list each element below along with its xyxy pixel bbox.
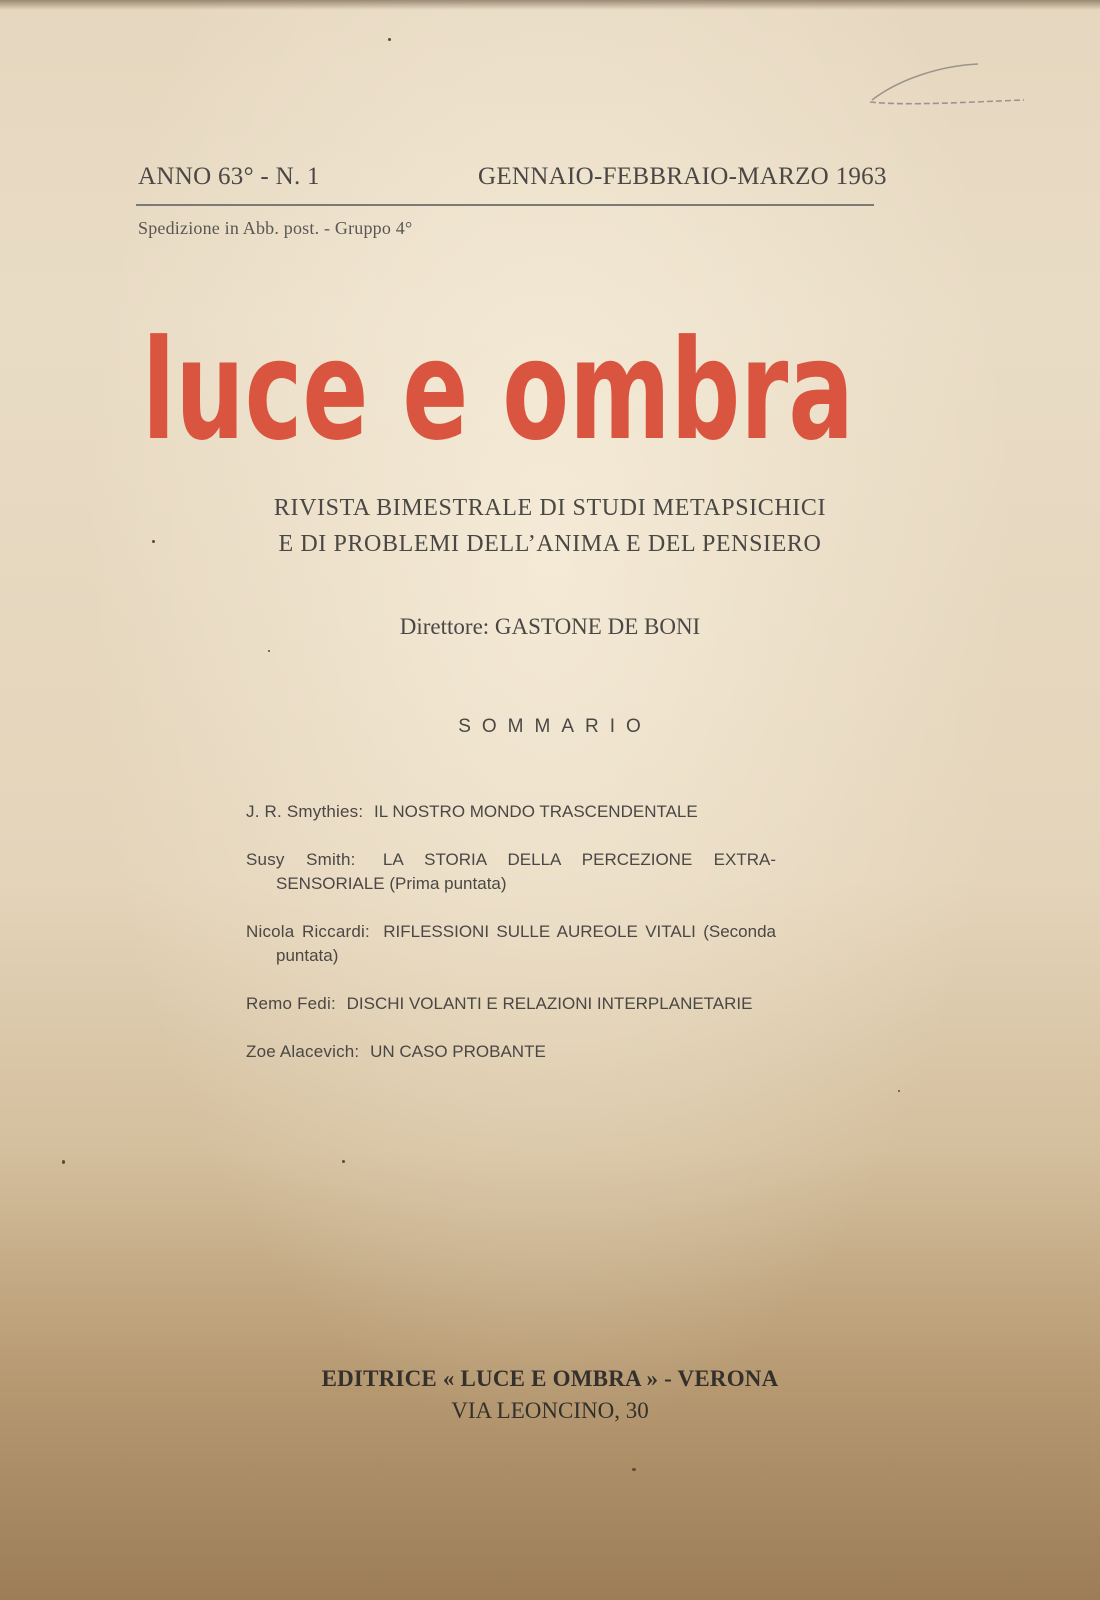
paper-speck <box>898 1090 900 1092</box>
director-line: Direttore: GASTONE DE BONI <box>399 614 701 639</box>
contents-author: Susy Smith: <box>246 850 356 869</box>
pencil-mark <box>868 62 1028 112</box>
contents-author: J. R. Smythies: <box>246 802 364 821</box>
masthead-title <box>140 310 880 471</box>
subtitle <box>140 490 960 562</box>
masthead-title-text: luce e ombra <box>142 310 854 471</box>
contents-title: UN CASO PROBANTE <box>370 1042 546 1061</box>
contents-title: IL NOSTRO MONDO TRASCENDENTALE <box>374 802 698 821</box>
contents-item <box>246 800 776 824</box>
contents-list <box>246 800 776 1088</box>
issue-number: ANNO 63° - N. 1 <box>138 163 320 190</box>
contents-title: LA STORIA DELLA PERCEZIONE EXTRA-SENSORIALE (Prima puntata) <box>276 850 776 893</box>
contents-title: DISCHI VOLANTI E RELAZIONI INTERPLANETARIE <box>346 994 753 1013</box>
contents-author: Nicola Riccardi: <box>246 922 370 941</box>
paper-speck <box>632 1468 636 1471</box>
contents-item <box>246 848 776 896</box>
header-divider <box>136 204 874 206</box>
contents-author: Zoe Alacevich: <box>246 1042 360 1061</box>
publisher-address: VIA LEONCINO, 30 <box>451 1398 649 1423</box>
subtitle-line-1: RIVISTA BIMESTRALE DI STUDI METAPSICHICI <box>273 495 827 521</box>
contents-item <box>246 992 776 1016</box>
postal-note: Spedizione in Abb. post. - Gruppo 4° <box>138 218 413 238</box>
contents-author: Remo Fedi: <box>246 994 336 1013</box>
subtitle-line-2: E DI PROBLEMI DELL’ANIMA E DEL PENSIERO <box>278 531 822 557</box>
paper-speck <box>268 650 270 652</box>
contents-item <box>246 920 776 968</box>
paper-speck <box>62 1160 65 1164</box>
contents-item <box>246 1040 776 1064</box>
issue-header <box>138 163 887 193</box>
issue-date: GENNAIO-FEBBRAIO-MARZO 1963 <box>478 163 887 190</box>
paper-speck <box>152 540 155 543</box>
contents-heading: SOMMARIO <box>458 716 652 737</box>
paper-top-edge <box>0 0 1100 10</box>
paper-speck <box>342 1160 345 1163</box>
contents-title: RIFLESSIONI SULLE AUREOLE VITALI (Seconda puntata) <box>276 922 776 965</box>
publisher-name: EDITRICE « LUCE E OMBRA » - VERONA <box>321 1366 779 1391</box>
paper-speck <box>388 38 391 41</box>
